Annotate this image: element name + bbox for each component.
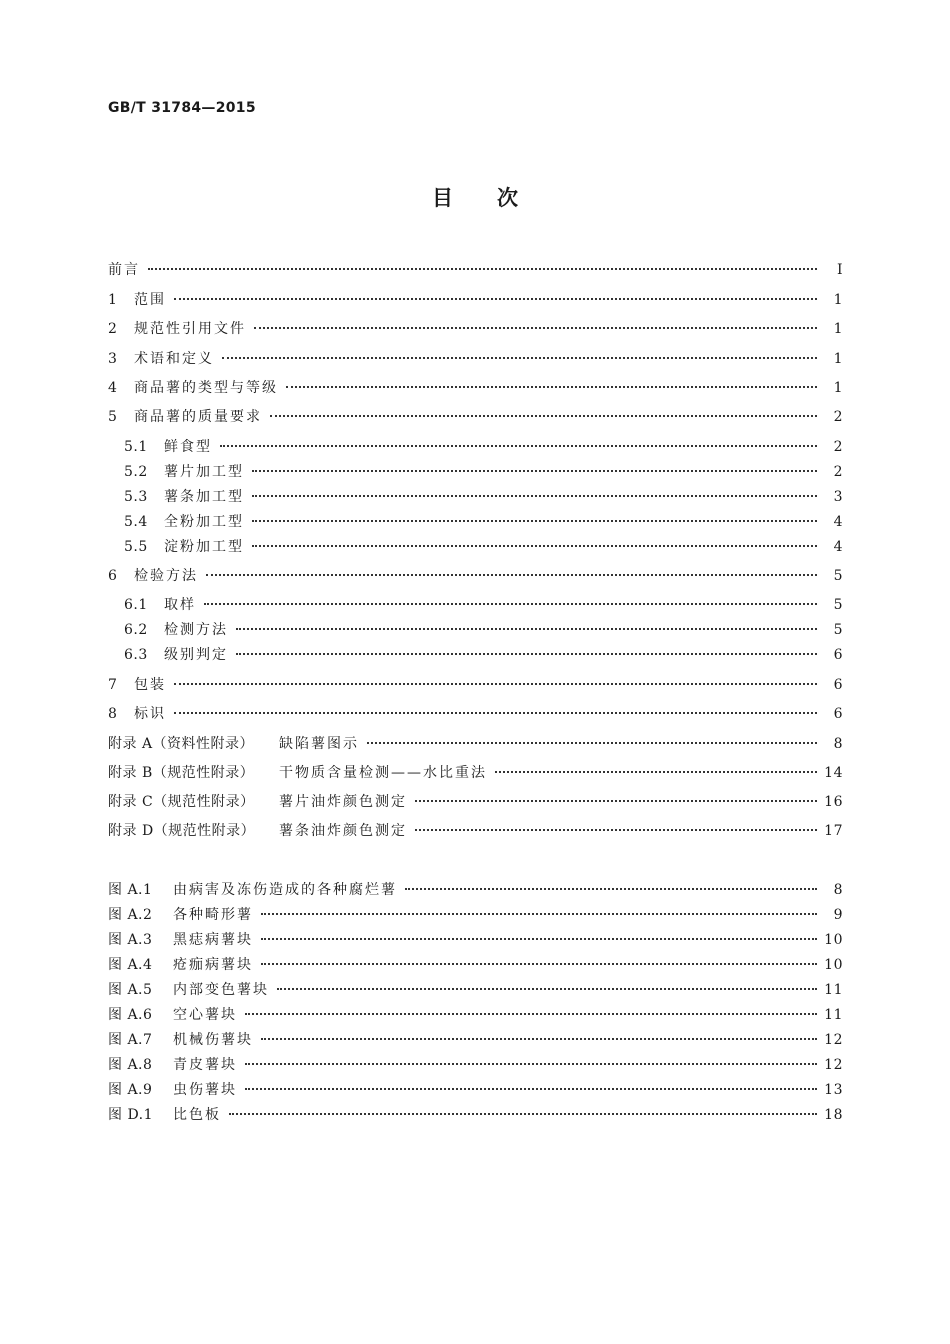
toc-entry-section-5-1[interactable] — [108, 437, 843, 457]
toc-entry-section-2[interactable] — [108, 319, 843, 339]
toc-page-number: 6 — [833, 677, 843, 693]
figure-page-number: 9 — [833, 907, 843, 923]
figure-number: 图 A.9 — [108, 1082, 153, 1098]
figure-page-number: 8 — [833, 882, 843, 898]
toc-entry-foreword[interactable] — [108, 260, 843, 280]
toc-page-number: 1 — [833, 292, 843, 308]
dot-leader — [261, 913, 817, 915]
list-of-figures — [108, 880, 843, 1130]
figure-number: 图 A.7 — [108, 1032, 153, 1048]
toc-number: 3 — [108, 351, 118, 367]
toc-page-number: 3 — [833, 489, 843, 505]
toc-label: 商品薯的质量要求 — [134, 409, 262, 425]
toc-label: 薯片油炸颜色测定 — [279, 794, 407, 810]
toc-entry-section-3[interactable] — [108, 349, 843, 369]
dot-leader — [495, 771, 817, 773]
toc-label: 规范性引用文件 — [134, 321, 246, 337]
toc-label: 鲜食型 — [164, 439, 212, 455]
figure-label: 虫伤薯块 — [173, 1082, 237, 1098]
figure-entry-a4[interactable] — [108, 955, 843, 975]
toc-entry-section-5-2[interactable] — [108, 462, 843, 482]
toc-label: 商品薯的类型与等级 — [134, 380, 278, 396]
figure-entry-a6[interactable] — [108, 1005, 843, 1025]
figure-entry-a7[interactable] — [108, 1030, 843, 1050]
dot-leader — [236, 653, 817, 655]
toc-number: 7 — [108, 677, 118, 693]
toc-page-number: 5 — [833, 622, 843, 638]
dot-leader — [270, 415, 817, 417]
toc-page-number: 2 — [833, 409, 843, 425]
toc-label: 淀粉加工型 — [164, 539, 244, 555]
dot-leader — [252, 470, 817, 472]
toc-label: 缺陷薯图示 — [279, 736, 359, 752]
dot-leader — [204, 603, 817, 605]
toc-number: 5.1 — [124, 439, 148, 455]
dot-leader — [236, 628, 817, 630]
toc-entry-section-1[interactable] — [108, 290, 843, 310]
figure-page-number: 13 — [824, 1082, 843, 1098]
dot-leader — [220, 445, 817, 447]
toc-entry-section-6-3[interactable] — [108, 645, 843, 665]
dot-leader — [206, 574, 817, 576]
figure-number: 图 A.4 — [108, 957, 153, 973]
dot-leader — [415, 829, 817, 831]
figure-entry-a3[interactable] — [108, 930, 843, 950]
dot-leader — [222, 357, 817, 359]
page-title: 目次 — [432, 186, 562, 210]
toc-page-number: 4 — [833, 539, 843, 555]
dot-leader — [254, 327, 817, 329]
toc-page-number: 1 — [833, 321, 843, 337]
toc-entry-annex-c[interactable] — [108, 792, 843, 812]
toc-number: 5.2 — [124, 464, 148, 480]
figure-page-number: 18 — [824, 1107, 843, 1123]
toc-number: 1 — [108, 292, 118, 308]
figure-entry-a2[interactable] — [108, 905, 843, 925]
toc-entry-section-6[interactable] — [108, 566, 843, 586]
dot-leader — [148, 268, 817, 270]
dot-leader — [245, 1088, 817, 1090]
figure-entry-a9[interactable] — [108, 1080, 843, 1100]
figure-number: 图 A.6 — [108, 1007, 153, 1023]
toc-number: 6.3 — [124, 647, 148, 663]
dot-leader — [245, 1013, 817, 1015]
figure-label: 疮痂病薯块 — [173, 957, 253, 973]
toc-entry-annex-a[interactable] — [108, 734, 843, 754]
figure-label: 各种畸形薯 — [173, 907, 253, 923]
toc-page-number: 8 — [833, 736, 843, 752]
dot-leader — [229, 1113, 817, 1115]
figure-entry-a5[interactable] — [108, 980, 843, 1000]
toc-annex-number: 附录 C（规范性附录） — [108, 794, 255, 810]
toc-number: 4 — [108, 380, 118, 396]
toc-label: 检验方法 — [134, 568, 198, 584]
dot-leader — [286, 386, 817, 388]
dot-leader — [174, 712, 817, 714]
figure-label: 由病害及冻伤造成的各种腐烂薯 — [173, 882, 397, 898]
dot-leader — [174, 298, 817, 300]
toc-entry-section-5[interactable] — [108, 407, 843, 427]
toc-label: 薯条加工型 — [164, 489, 244, 505]
figure-number: 图 D.1 — [108, 1107, 154, 1123]
dot-leader — [277, 988, 817, 990]
toc-label: 薯条油炸颜色测定 — [279, 823, 407, 839]
toc-page-number: 2 — [833, 464, 843, 480]
figure-label: 机械伤薯块 — [173, 1032, 253, 1048]
figure-page-number: 10 — [824, 957, 843, 973]
dot-leader — [405, 888, 817, 890]
figure-label: 黑痣病薯块 — [173, 932, 253, 948]
figure-number: 图 A.5 — [108, 982, 153, 998]
toc-page-number: 5 — [833, 568, 843, 584]
dot-leader — [261, 963, 817, 965]
toc-entry-annex-d[interactable] — [108, 821, 843, 841]
figure-page-number: 11 — [824, 982, 843, 998]
dot-leader — [174, 683, 817, 685]
toc-entry-section-6-2[interactable] — [108, 620, 843, 640]
figure-number: 图 A.8 — [108, 1057, 153, 1073]
toc-label: 全粉加工型 — [164, 514, 244, 530]
dot-leader — [261, 1038, 817, 1040]
toc-page-number: 2 — [833, 439, 843, 455]
toc-page-number: 17 — [824, 823, 843, 839]
dot-leader — [252, 520, 817, 522]
dot-leader — [415, 800, 817, 802]
toc-page-number: Ⅰ — [836, 262, 843, 278]
figure-number: 图 A.3 — [108, 932, 153, 948]
toc-number: 5.5 — [124, 539, 148, 555]
figure-label: 空心薯块 — [173, 1007, 237, 1023]
standard-code: GB/T 31784—2015 — [108, 100, 256, 116]
toc-label: 取样 — [164, 597, 196, 613]
toc-number: 6.2 — [124, 622, 148, 638]
toc-label: 检测方法 — [164, 622, 228, 638]
dot-leader — [261, 938, 817, 940]
toc-page-number: 5 — [833, 597, 843, 613]
toc-number: 5.3 — [124, 489, 148, 505]
toc-number: 5 — [108, 409, 118, 425]
figure-entry-a8[interactable] — [108, 1055, 843, 1075]
toc-label: 干物质含量检测——水比重法 — [279, 765, 487, 781]
toc-page-number: 6 — [833, 647, 843, 663]
figure-label: 比色板 — [173, 1107, 221, 1123]
toc-page-number: 1 — [833, 380, 843, 396]
dot-leader — [252, 545, 817, 547]
toc-page-number: 16 — [824, 794, 843, 810]
figure-label: 青皮薯块 — [173, 1057, 237, 1073]
toc-label: 范围 — [134, 292, 166, 308]
toc-annex-number: 附录 A（资料性附录） — [108, 736, 255, 752]
figure-number: 图 A.2 — [108, 907, 153, 923]
toc-page-number: 4 — [833, 514, 843, 530]
toc-page-number: 6 — [833, 706, 843, 722]
toc-entry-section-8[interactable] — [108, 704, 843, 724]
toc-entry-section-7[interactable] — [108, 675, 843, 695]
dot-leader — [252, 495, 817, 497]
figure-page-number: 10 — [824, 932, 843, 948]
figure-label: 内部变色薯块 — [173, 982, 269, 998]
toc-number: 6 — [108, 568, 118, 584]
figure-page-number: 12 — [824, 1057, 843, 1073]
toc-number: 5.4 — [124, 514, 148, 530]
toc-entry-section-6-1[interactable] — [108, 595, 843, 615]
toc-entry-section-5-4[interactable] — [108, 512, 843, 532]
toc-entry-section-5-3[interactable] — [108, 487, 843, 507]
figure-page-number: 12 — [824, 1032, 843, 1048]
toc-label: 前言 — [108, 262, 140, 278]
dot-leader — [367, 742, 817, 744]
toc-number: 6.1 — [124, 597, 148, 613]
toc-label: 术语和定义 — [134, 351, 214, 367]
dot-leader — [245, 1063, 817, 1065]
toc-label: 级别判定 — [164, 647, 228, 663]
toc-entry-annex-b[interactable] — [108, 763, 843, 783]
toc-number: 8 — [108, 706, 118, 722]
toc-page-number: 14 — [824, 765, 843, 781]
toc-label: 包装 — [134, 677, 166, 693]
figure-entry-a1[interactable] — [108, 880, 843, 900]
table-of-contents — [108, 260, 843, 840]
figure-page-number: 11 — [824, 1007, 843, 1023]
toc-label: 薯片加工型 — [164, 464, 244, 480]
toc-page-number: 1 — [833, 351, 843, 367]
toc-entry-section-5-5[interactable] — [108, 537, 843, 557]
toc-number: 2 — [108, 321, 118, 337]
figure-number: 图 A.1 — [108, 882, 153, 898]
toc-label: 标识 — [134, 706, 166, 722]
toc-entry-section-4[interactable] — [108, 378, 843, 398]
toc-annex-number: 附录 D（规范性附录） — [108, 823, 256, 839]
figure-entry-d1[interactable] — [108, 1105, 843, 1125]
toc-annex-number: 附录 B（规范性附录） — [108, 765, 255, 781]
